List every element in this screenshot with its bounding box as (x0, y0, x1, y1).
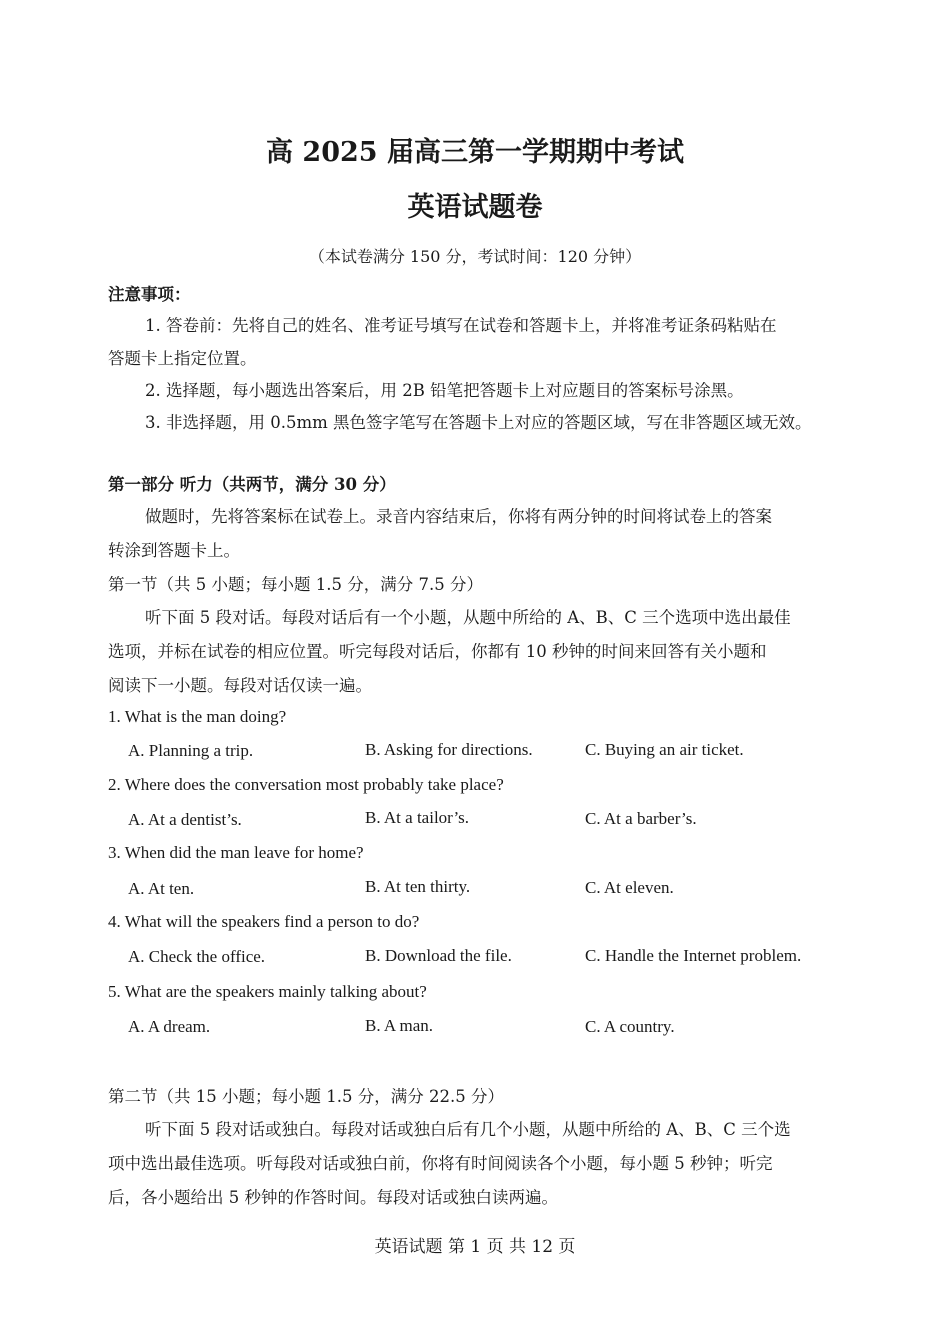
notice-item-1-line-1: 1. 答卷前：先将自己的姓名、准考证号填写在试卷和答题卡上，并将准考证条码粘贴在 (145, 316, 777, 335)
part1-intro-line-1: 做题时，先将答案标在试卷上。录音内容结束后，你将有两分钟的时间将试卷上的答案 (145, 507, 772, 526)
notice-heading: 注意事项： (108, 285, 191, 304)
question-5-option-c: C. A country. (585, 1017, 675, 1036)
notice-item-1-line-2: 答题卡上指定位置。 (108, 349, 257, 368)
question-3: 3. When did the man leave for home? (108, 843, 364, 862)
question-5-option-a: A. A dream. (128, 1017, 211, 1036)
question-2-option-c: C. At a barber’s. (585, 809, 697, 828)
section1-heading: 第一节（共 5 小题；每小题 1.5 分，满分 7.5 分） (108, 575, 483, 594)
question-5: 5. What are the speakers mainly talking about? (108, 982, 427, 1001)
question-4-option-c: C. Handle the Internet problem. (585, 946, 802, 965)
section1-instr-line-1: 听下面 5 段对话。每段对话后有一个小题，从题中所给的 A、B、C 三个选项中选出最佳 (145, 608, 791, 627)
notice-item-3: 3. 非选择题，用 0.5mm 黑色签字笔写在答题卡上对应的答题区域，写在非答题区域无效。 (145, 413, 812, 432)
question-2-option-a: A. At a dentist’s. (128, 810, 242, 829)
question-5-option-b: B. A man. (365, 1016, 434, 1035)
question-1-option-a: A. Planning a trip. (128, 741, 254, 760)
question-3-option-a: A. At ten. (128, 879, 195, 898)
section2-instr-line-1: 听下面 5 段对话或独白。每段对话或独白后有几个小题，从题中所给的 A、B、C 三个选 (145, 1120, 791, 1139)
question-4-option-a: A. Check the office. (128, 947, 266, 966)
part1-heading: 第一部分 听力（共两节，满分 30 分） (108, 475, 396, 494)
section1-instr-line-2: 选项，并标在试卷的相应位置。听完每段对话后，你都有 10 秒钟的时间来回答有关小题和 (108, 642, 767, 661)
question-4: 4. What will the speakers find a person to do? (108, 912, 420, 931)
question-4-option-b: B. Download the file. (365, 946, 512, 965)
question-1: 1. What is the man doing? (108, 707, 287, 726)
exam-subject-title: 英语试题卷 (407, 192, 543, 223)
exam-info: （本试卷满分 150 分，考试时间：120 分钟） (308, 247, 642, 266)
question-3-option-c: C. At eleven. (585, 878, 674, 897)
section1-instr-line-3: 阅读下一小题。每段对话仅读一遍。 (108, 676, 372, 695)
section2-heading: 第二节（共 15 小题；每小题 1.5 分，满分 22.5 分） (108, 1087, 504, 1106)
question-2: 2. Where does the conversation most probably take place? (108, 775, 504, 794)
section2-instr-line-2: 项中选出最佳选项。听每段对话或独白前，你将有时间阅读各个小题，每小题 5 秒钟；听完 (108, 1154, 773, 1173)
notice-item-2: 2. 选择题，每小题选出答案后，用 2B 铅笔把答题卡上对应题目的答案标号涂黑。 (145, 381, 744, 400)
page-footer: 英语试题 第 1 页 共 12 页 (374, 1237, 576, 1257)
exam-title: 高 2025 届高三第一学期期中考试 (266, 137, 684, 168)
question-1-option-b: B. Asking for directions. (365, 740, 533, 759)
question-3-option-b: B. At ten thirty. (365, 877, 471, 896)
section2-instr-line-3: 后，各小题给出 5 秒钟的作答时间。每段对话或独白读两遍。 (108, 1188, 558, 1207)
part1-intro-line-2: 转涂到答题卡上。 (108, 541, 240, 560)
question-1-option-c: C. Buying an air ticket. (585, 740, 744, 759)
question-2-option-b: B. At a tailor’s. (365, 808, 470, 827)
